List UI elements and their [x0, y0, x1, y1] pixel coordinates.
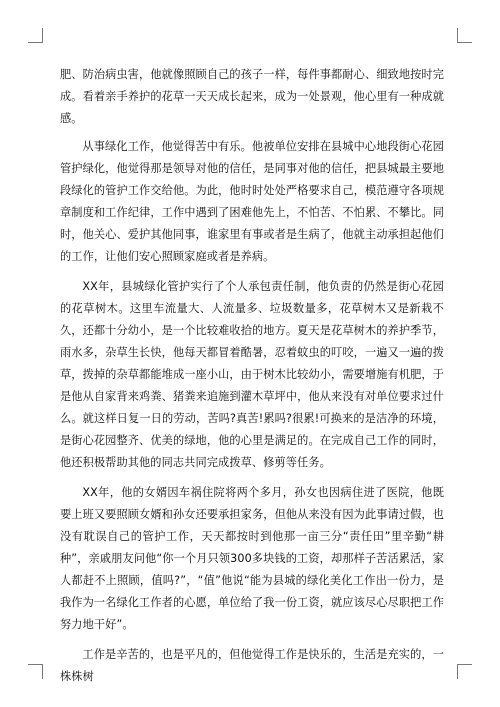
- crop-mark-top-right: [457, 28, 472, 43]
- paragraph-2: 从事绿化工作，他觉得苦中有乐。他被单位安排在县城中心地段街心花园管护绿化，他觉得那是领导对他的信任，是同事对他的信任，把县城最主要地段绿化的管护工作交给他。为此，他时时处处严格要求自己，模范遵守各项规章制度和工作纪律，工作中遇到了困难他先上，不怕苦、不怕累、不攀比。同时，他关心、爱护其他同事，谁家里有事或者是生病了，他就主动承担起他们的工作，让他们安心照顾家庭或者是养病。: [60, 140, 444, 263]
- paragraph-5: 工作是辛苦的，也是平凡的，但他觉得工作是快乐的，生活是充实的，一株株树: [60, 648, 444, 683]
- paragraph-4: XX年，他的女婿因车祸住院将两个多月，孙女也因病住进了医院，他既要上班又要照顾女婿和孙女还要承担家务，但他从来没有因为此事请过假，也没有耽误自己的管护工作，天天都按时到他那一亩三分“责任田”里辛勤“耕种”，亲戚朋友问他“你一个月只领300多块钱的工资，却那样子苦活累活，家人都赶不上照顾，值吗?”，“值”他说“能为县城的绿化美化工作出一份力，是我作为一名绿化工作者的心愿，单位给了我一份工资，就应该尽心尽职把工作努力地干好”。: [60, 486, 444, 631]
- crop-mark-top-left: [28, 28, 43, 43]
- document-page: [60, 64, 444, 696]
- crop-mark-bottom-right: [457, 664, 472, 679]
- crop-mark-bottom-left: [28, 664, 43, 679]
- paragraph-3: XX年，县城绿化管护实行了个人承包责任制，他负责的仍然是街心花园的花草树木。这里车流量大、人流量多、垃圾数量多，花草树木又是新栽不久，还都十分幼小，是一个比较难收拾的地方。夏天是花草树木的养护季节，雨水多，杂草生长快，他每天都冒着酷暑，忍着蚊虫的叮咬，一遍又一遍的拨草，拨掉的杂草都能堆成一座小山，由于树木比较幼小，需要增施有机肥，于是他从自家背来鸡粪、猪粪来追施到灌木草坪中，他从来没有对单位要求过什么。就这样日复一日的劳动，苦吗?真苦!累吗?很累!可换来的是洁净的环境，是街心花园整齐、优美的绿地，他的心里是满足的。在完成自己工作的同时，他还积极帮助其他的同志共同完成拨草、修剪等任务。: [60, 280, 444, 469]
- paragraph-1: 肥、防治病虫害，他就像照顾自己的孩子一样，每件事都耐心、细致地按时完成。看着亲手养护的花草一天天成长起来，成为一处景观，他心里有一种成就感。: [60, 68, 444, 125]
